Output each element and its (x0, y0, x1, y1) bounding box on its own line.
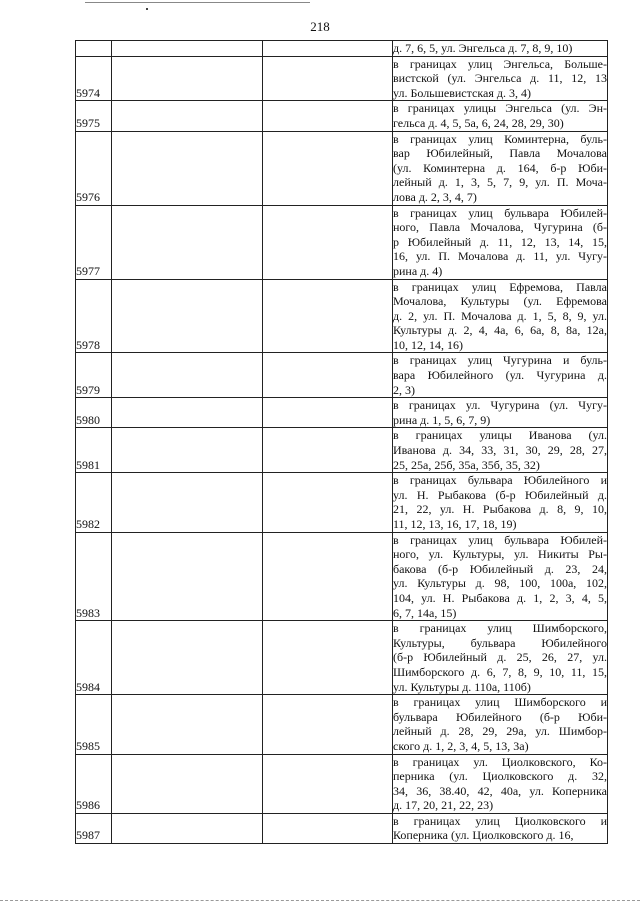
boundary-text-line: в границах улиц Шимборского, (393, 621, 607, 636)
boundary-text-line: в границах улиц Энгельса, Больше- (393, 56, 607, 71)
district-boundaries (393, 205, 608, 279)
boundary-text-line: Культуры, бульвара Юбилейного (393, 635, 607, 650)
boundary-text-line: в границах улиц Коминтерна, буль- (393, 131, 607, 146)
district-number: 5986 (76, 754, 112, 813)
empty-cell-address (112, 279, 263, 353)
district-number: 5977 (76, 205, 112, 279)
district-boundaries (393, 754, 608, 813)
top-rule (85, 2, 310, 3)
boundary-text-line: ного, Павла Мочалова, Чугурина (б- (393, 220, 607, 235)
district-boundaries (393, 101, 608, 131)
empty-cell-address (112, 621, 263, 695)
empty-cell-address (112, 131, 263, 205)
empty-cell-center (263, 205, 393, 279)
boundary-text-line: Иванова д. 34, 33, 31, 30, 29, 28, 27, (393, 443, 607, 458)
district-number (76, 41, 112, 57)
boundary-text-line: лейный д. 1, 3, 5, 7, 9, ул. П. Моча- (393, 175, 607, 190)
boundary-text-line: бульвара Юбилейного (б-р Юби- (393, 709, 607, 724)
empty-cell-center (263, 101, 393, 131)
boundary-text-line: в границах улиц бульвара Юбилей- (393, 205, 607, 220)
boundary-text-line: Коперника (ул. Циолковского д. 16, (393, 828, 574, 843)
boundary-text-line: гельса д. 4, 5, 5а, 6, 24, 28, 29, 30) (393, 115, 564, 130)
top-dot (146, 8, 148, 10)
boundary-text-line: в границах улиц бульвара Юбилей- (393, 532, 607, 547)
boundary-text-line: ул. Культуры д. 110а, 110б) (393, 679, 531, 694)
boundary-text-line: 16, ул. П. Мочалова д. 11, ул. Чугу- (393, 249, 607, 264)
empty-cell-center (263, 813, 393, 843)
empty-cell-center (263, 279, 393, 353)
page-number: 218 (310, 19, 330, 34)
boundary-text-line: лова д. 2, 3, 4, 7) (393, 189, 477, 204)
district-boundaries (393, 398, 608, 428)
empty-cell-address (112, 532, 263, 621)
boundary-text-line: вара Юбилейного (ул. Чугурина д. (393, 368, 607, 383)
table-row (76, 813, 608, 843)
empty-cell-center (263, 41, 393, 57)
table-row (76, 398, 608, 428)
district-boundaries (393, 473, 608, 532)
boundary-text-line: лейный д. 28, 29, 29а, ул. Шимбор- (393, 724, 607, 739)
boundary-text-line: д. 17, 20, 21, 22, 23) (393, 798, 494, 813)
boundary-text-line: (б-р Юбилейный д. 25, 26, 27, ул. (393, 650, 607, 665)
boundary-text-line: 10, 12, 14, 16) (393, 337, 463, 352)
district-boundaries (393, 621, 608, 695)
boundary-text-line: ул. Большевистская д. 3, 4) (393, 85, 531, 100)
boundary-text-line: в границах улиц Шимборского и (393, 695, 607, 710)
empty-cell-address (112, 353, 263, 398)
empty-cell-address (112, 754, 263, 813)
boundary-text-line: д. 2, ул. П. Мочалова д. 1, 5, 8, 9, ул. (393, 308, 607, 323)
boundary-text-line: Мочалова, Культуры (ул. Ефремова (393, 294, 607, 309)
district-number: 5985 (76, 695, 112, 754)
district-boundaries (393, 428, 608, 473)
empty-cell-address (112, 56, 263, 101)
district-boundaries (393, 131, 608, 205)
empty-cell-center (263, 621, 393, 695)
boundary-text-line: Шимборского д. 6, 7, 8, 9, 10, 11, 15, (393, 664, 607, 679)
boundary-text-line: Культуры д. 2, 4, 4а, 6, 6а, 8, 8а, 12а, (393, 323, 607, 338)
boundary-text-line: ного, ул. Культуры, ул. Никиты Ры- (393, 547, 607, 562)
table-body (76, 41, 608, 844)
empty-cell-address (112, 428, 263, 473)
empty-cell-address (112, 205, 263, 279)
table-row (76, 473, 608, 532)
boundary-text-line: д. 7, 6, 5, ул. Энгельса д. 7, 8, 9, 10) (393, 41, 573, 55)
empty-cell-center (263, 532, 393, 621)
boundary-text-line: (ул. Коминтерна д. 164, б-р Юби- (393, 160, 607, 175)
table-row (76, 621, 608, 695)
table-row (76, 353, 608, 398)
empty-cell-center (263, 131, 393, 205)
district-boundaries (393, 532, 608, 621)
district-boundaries (393, 279, 608, 353)
boundary-text-line: 34, 36, 38.40, 42, 40а, ул. Коперника (393, 783, 607, 798)
empty-cell-center (263, 398, 393, 428)
district-number: 5983 (76, 532, 112, 621)
empty-cell-address (112, 473, 263, 532)
table-row (76, 205, 608, 279)
district-number: 5980 (76, 398, 112, 428)
table-row (76, 101, 608, 131)
boundary-text-line: в границах улиц Чугурина и буль- (393, 353, 607, 368)
boundary-text-line: перника (ул. Циолковского д. 32, (393, 769, 607, 784)
table-row (76, 532, 608, 621)
boundary-text-line: в границах улицы Энгельса (ул. Эн- (393, 101, 607, 116)
district-number: 5982 (76, 473, 112, 532)
empty-cell-address (112, 695, 263, 754)
empty-cell-center (263, 754, 393, 813)
boundary-text-line: 6, 7, 14а, 15) (393, 605, 457, 620)
polling-district-table (75, 40, 608, 844)
boundary-text-line: ул. Н. Рыбакова (б-р Юбилейный д. (393, 487, 607, 502)
boundary-text-line: 11, 12, 13, 16, 17, 18, 19) (393, 517, 517, 531)
district-number: 5976 (76, 131, 112, 205)
boundary-text-line: в границах бульвара Юбилейного и (393, 473, 607, 488)
boundary-text-line: в границах улиц Ефремова, Павла (393, 279, 607, 294)
table-row (76, 279, 608, 353)
empty-cell-center (263, 473, 393, 532)
district-number: 5979 (76, 353, 112, 398)
boundary-text-line: 104, ул. Н. Рыбакова д. 1, 2, 3, 4, 5, (393, 590, 607, 605)
boundary-text-line: вар Юбилейный, Павла Мочалова (393, 146, 607, 161)
boundary-text-line: р Юбилейный д. 11, 12, 13, 14, 15, (393, 234, 607, 249)
district-number: 5974 (76, 56, 112, 101)
district-number: 5984 (76, 621, 112, 695)
bottom-rule (0, 900, 640, 901)
empty-cell-address (112, 813, 263, 843)
boundary-text-line: бакова (б-р Юбилейный д. 23, 24, (393, 561, 607, 576)
boundary-text-line: в границах улиц Циолковского и (393, 813, 607, 828)
district-boundaries (393, 813, 608, 843)
empty-cell-center (263, 353, 393, 398)
table-row (76, 41, 608, 57)
empty-cell-address (112, 101, 263, 131)
empty-cell-center (263, 695, 393, 754)
table-row (76, 754, 608, 813)
empty-cell-address (112, 41, 263, 57)
boundary-text-line: 21, 22, ул. Н. Рыбакова д. 8, 9, 10, (393, 502, 607, 517)
empty-cell-center (263, 56, 393, 101)
district-number: 5978 (76, 279, 112, 353)
table-row (76, 56, 608, 101)
table-row (76, 695, 608, 754)
district-boundaries (393, 353, 608, 398)
boundary-text-line: в границах улицы Иванова (ул. (393, 428, 607, 443)
boundary-text-line: ского д. 1, 2, 3, 4, 5, 13, 3а) (393, 738, 529, 753)
boundary-text-line: рина д. 1, 5, 6, 7, 9) (393, 412, 491, 427)
district-number: 5975 (76, 101, 112, 131)
district-number: 5981 (76, 428, 112, 473)
boundary-text-line: в границах ул. Чугурина (ул. Чугу- (393, 398, 607, 413)
district-number: 5987 (76, 813, 112, 843)
boundary-text-line: ул. Культуры д. 98, 100, 100а, 102, (393, 576, 607, 591)
district-boundaries (393, 41, 608, 57)
table-row (76, 131, 608, 205)
boundary-text-line: вистской (ул. Энгельса д. 11, 12, 13 (393, 71, 607, 86)
district-boundaries (393, 695, 608, 754)
boundary-text-line: 25, 25а, 25б, 35а, 35б, 35, 32) (393, 457, 540, 472)
table-row (76, 428, 608, 473)
boundary-text-line: рина д. 4) (393, 263, 443, 278)
boundary-text-line: 2, 3) (393, 382, 415, 397)
empty-cell-center (263, 428, 393, 473)
district-boundaries (393, 56, 608, 101)
boundary-text-line: в границах ул. Циолковского, Ко- (393, 754, 607, 769)
empty-cell-address (112, 398, 263, 428)
